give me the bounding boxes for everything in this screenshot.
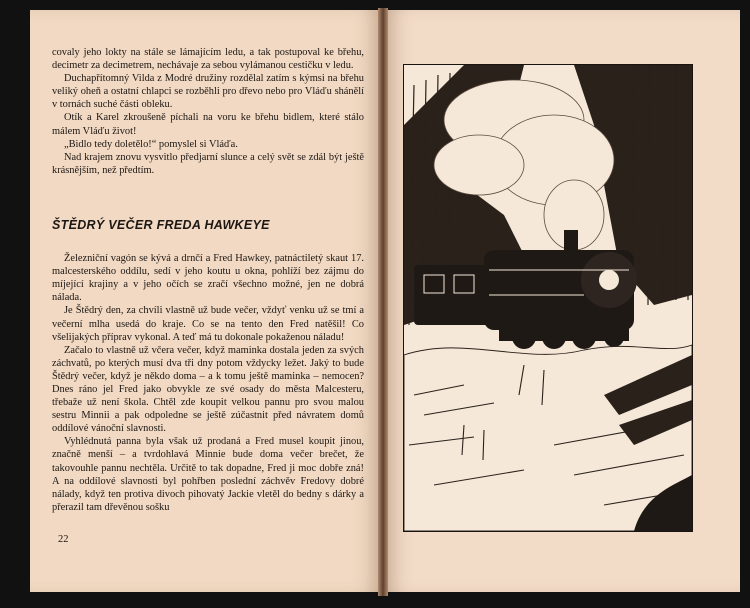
locomotive-drawing [404, 65, 692, 531]
left-page-text [52, 46, 364, 514]
paragraph: Začalo to vlastně už včera večer, když maminka dostala jeden za svých záchvatů, po kterých musí dva tři dny potom vždycky ležet. Jaký to bude Štědrý večer, když je někdo doma – a k tomu ještě maminka – nemocen? Dnes ráno jel Fred jako obvykle ze své osady do města Malcesteru, třebaže už není škola. Chtěl zde koupit velkou pannu pro svou malou sestru Minnii a pak odpoledne se ještě zúčastnit před návratem domů oddílové vánoční slavnosti. [52, 344, 364, 435]
book-gutter [378, 8, 388, 596]
paragraph: covaly jeho lokty na stále se lámajícím ledu, a tak postupoval ke břehu, decimetr za decimetrem, nechávaje za sebou vylámanou cestičku v ledu. [52, 47, 364, 72]
chapter-title: ŠTĚDRÝ VEČER FREDA HAWKEYE [52, 217, 270, 232]
page-number: 22 [58, 534, 69, 545]
paragraph: „Bidlo tedy doletělo!“ pomyslel si Vláďa. [64, 138, 238, 150]
paragraph: Nad krajem znovu vysvitlo předjarní slunce a celý svět se zdál být ještě krásnějším, než předtím. [52, 151, 364, 176]
paragraph: Duchapřítomný Vilda z Modré družiny rozdělal zatím s kýmsi na břehu veliký oheň a ostatní chlapci se rozběhli pro dřevo nebo pro Vláďu shánělí v tornách suché části obleku. [52, 73, 364, 111]
paragraph: Vyhlédnutá panna byla však už prodaná a Fred musel koupit jinou, značně menší – a tvrdohlavá Minnie bude doma večer brečet, že takovouhle pannu nechtěla. Určitě to tak dopadne, Fred ji moc dobře zná! A na oddílové slavnosti byl pohřben poslední záchvěv Fredovy dobré nálady, když ten protiva divoch pihovatý Jackie vletěl do bedny s dárky a přerazil tam dřevěnou sošku [52, 436, 364, 513]
paragraph: Je Štědrý den, za chvíli vlastně už bude večer, vždyť venku už se tmí a večerní mlha usedá do kraje. Co se na tento den Fred natěšil! Co všelijakých příprav vykonal. A teď má tu dokonale pokaženou náladu! [52, 305, 364, 343]
paragraph: Železniční vagón se kývá a drnčí a Fred Hawkey, patnáctiletý skaut 17. malcesterského oddílu, sedí v jeho koutu u okna, pohlíží bez zájmu do míjející krajiny a v jeho očích se zračí všechno možné, jen ne dobrá nálada. [52, 253, 364, 304]
steam-locomotive-illustration [403, 64, 693, 532]
paragraph: Otík a Karel zkroušeně píchali na voru ke břehu bidlem, které stálo málem Vláďu život! [52, 112, 364, 137]
